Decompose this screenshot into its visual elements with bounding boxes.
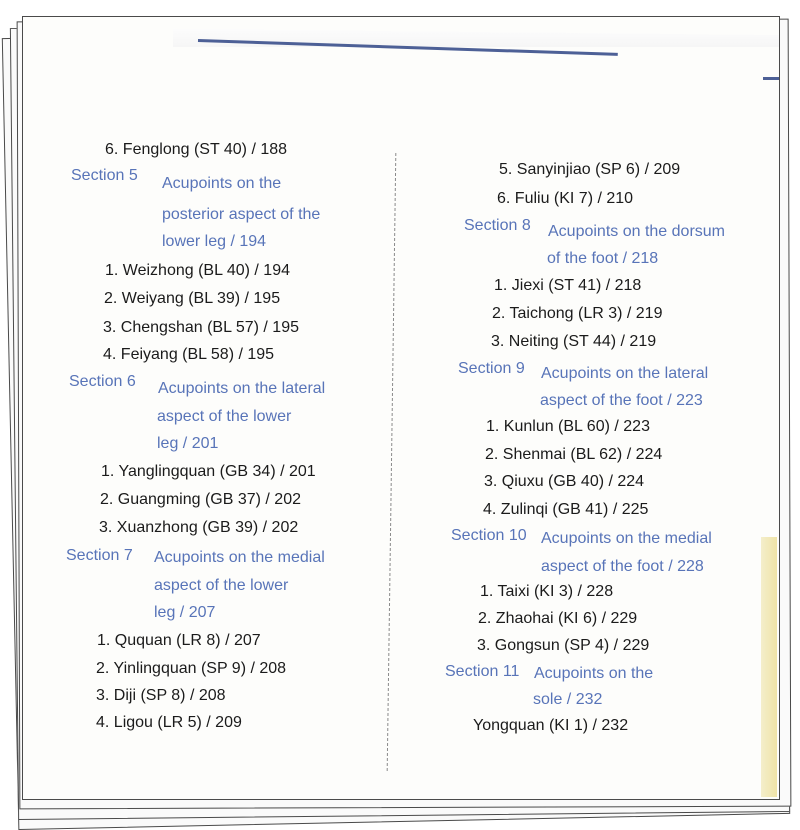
section-title: leg / 201 (157, 435, 219, 452)
column-divider (387, 153, 397, 771)
toc-item: 3. Xuanzhong (GB 39) / 202 (99, 519, 299, 536)
toc-item: 1. Jiexi (ST 41) / 218 (494, 277, 642, 294)
section-label: Section 11 (445, 663, 520, 680)
toc-item: 6. Fuliu (KI 7) / 210 (497, 190, 634, 207)
section-label: Section 7 (66, 547, 133, 564)
section-title: aspect of the foot / 228 (541, 558, 704, 575)
section-label: Section 6 (69, 373, 136, 390)
toc-item: 1. Ququan (LR 8) / 207 (97, 632, 261, 649)
section-label: Section 9 (458, 360, 525, 377)
toc-item: 3. Chengshan (BL 57) / 195 (103, 319, 299, 336)
section-title: aspect of the lower (157, 408, 292, 425)
toc-item: 2. Zhaohai (KI 6) / 229 (478, 610, 638, 627)
section-title: aspect of the lower (154, 577, 289, 594)
toc-item: 1. Kunlun (BL 60) / 223 (486, 418, 650, 435)
toc-item: 3. Diji (SP 8) / 208 (96, 687, 226, 704)
section-title: sole / 232 (533, 691, 603, 708)
toc-item: 1. Yanglingquan (GB 34) / 201 (101, 463, 316, 480)
toc-item: Yongquan (KI 1) / 232 (473, 717, 629, 734)
top-blue-rule-fragment (763, 77, 780, 80)
toc-item: 3. Gongsun (SP 4) / 229 (477, 637, 650, 654)
toc-item: 3. Qiuxu (GB 40) / 224 (484, 473, 645, 490)
toc-item: 1. Weizhong (BL 40) / 194 (105, 262, 290, 279)
section-title: aspect of the foot / 223 (540, 392, 703, 409)
toc-item: 4. Ligou (LR 5) / 209 (96, 714, 242, 731)
toc-item: 2. Guangming (GB 37) / 202 (100, 491, 301, 508)
toc-item: 2. Taichong (LR 3) / 219 (492, 305, 663, 322)
toc-item: 2. Yinlingquan (SP 9) / 208 (96, 660, 287, 677)
toc-item: 6. Fenglong (ST 40) / 188 (105, 141, 288, 158)
section-title: lower leg / 194 (162, 233, 267, 250)
toc-item: 2. Weiyang (BL 39) / 195 (104, 290, 281, 307)
section-label: Section 10 (451, 527, 527, 544)
toc-item: 4. Feiyang (BL 58) / 195 (103, 346, 275, 363)
section-title: Acupoints on the lateral (541, 365, 709, 382)
section-title: Acupoints on the dorsum (548, 223, 725, 240)
section-label: Section 8 (464, 217, 531, 234)
document-page (22, 16, 780, 800)
toc-item: 2. Shenmai (BL 62) / 224 (485, 446, 663, 463)
section-label: Section 5 (71, 167, 138, 184)
page-edge-tint (761, 537, 777, 797)
section-title: Acupoints on the (534, 665, 654, 682)
section-title: leg / 207 (154, 604, 216, 621)
section-title: posterior aspect of the (162, 206, 321, 223)
toc-item: 3. Neiting (ST 44) / 219 (491, 333, 657, 350)
section-title: Acupoints on the (162, 175, 282, 192)
toc-item: 1. Taixi (KI 3) / 228 (480, 583, 614, 600)
toc-item: 4. Zulinqi (GB 41) / 225 (483, 501, 649, 518)
section-title: Acupoints on the medial (154, 549, 325, 566)
section-title: Acupoints on the medial (541, 530, 712, 547)
toc-item: 5. Sanyinjiao (SP 6) / 209 (499, 161, 681, 178)
section-title: Acupoints on the lateral (158, 380, 326, 397)
section-title: of the foot / 218 (547, 250, 659, 267)
